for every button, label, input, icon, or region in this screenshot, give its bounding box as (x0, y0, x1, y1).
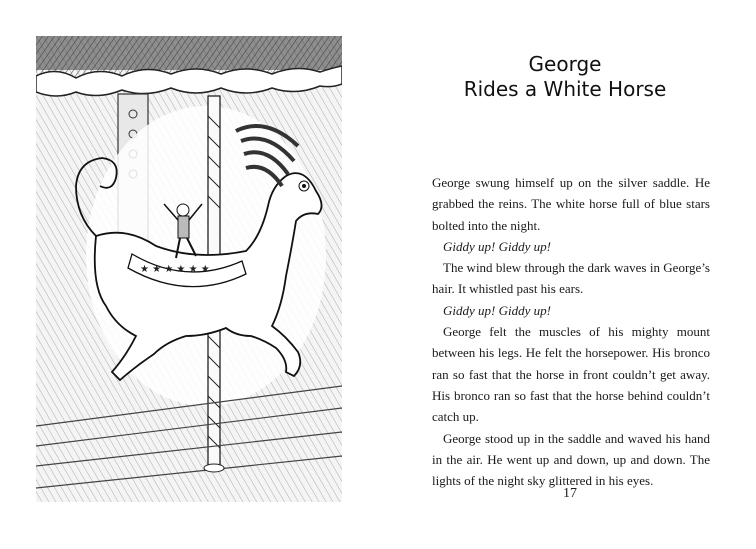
paragraph-italic: Giddy up! Giddy up! (443, 302, 551, 318)
paragraph: George stood up in the saddle and waved his hand in the air. He went up and down, up and down. The lights of the night sky glittered in his eyes. (432, 430, 710, 489)
chapter-title-line-2: Rides a White Horse (463, 77, 667, 101)
story-body (432, 172, 710, 491)
svg-text:★ ★ ★ ★ ★ ★: ★ ★ ★ ★ ★ ★ (140, 264, 210, 275)
paragraph-italic: Giddy up! Giddy up! (443, 238, 551, 254)
paragraph: The wind blew through the dark waves in George’s hair. It whistled past his ears. (432, 260, 710, 297)
chapter-title-line-1: George (528, 52, 602, 76)
chapter-title (420, 52, 710, 102)
paragraph: George swung himself up on the silver saddle. He grabbed the reins. The white horse full of blue stars bolted into the night. (432, 175, 710, 233)
paragraph: George felt the muscles of his mighty mount between his legs. He felt the horsepower. His bronco ran so fast that the horse in front couldn’t get away. His bronco ran so fast that the horse behind couldn’t catch up. (432, 324, 710, 425)
page-number: 17 (563, 486, 577, 501)
carousel-horse-illustration (36, 36, 342, 502)
